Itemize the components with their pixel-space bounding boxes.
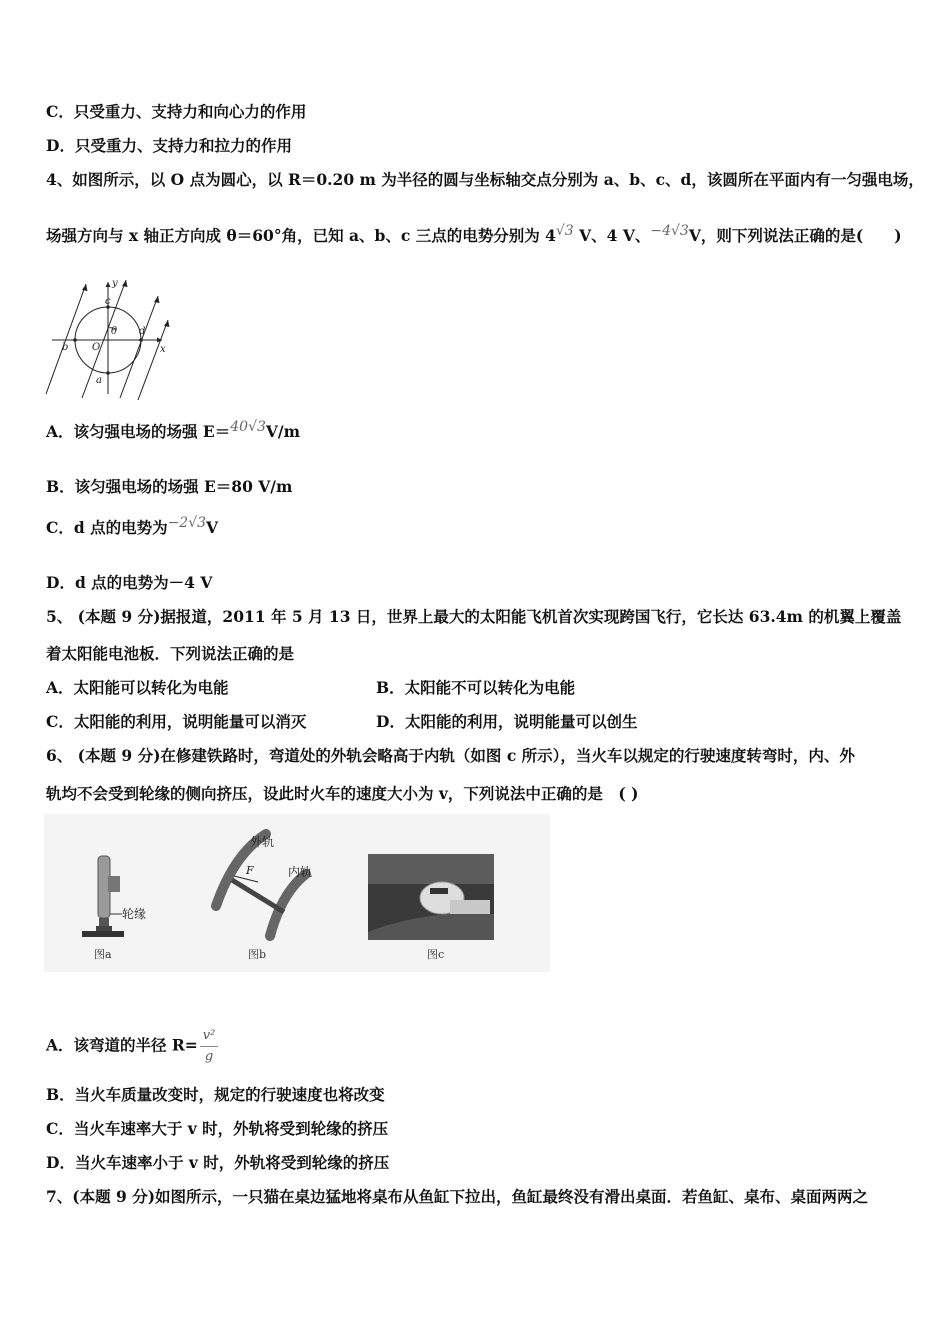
q4-stem-line2 (46, 223, 902, 247)
rail-base (82, 931, 124, 937)
q6-option-c: C．当火车速率大于 v 时，外轨将受到轮缘的挤压 (46, 1119, 389, 1138)
train-body (450, 900, 490, 914)
point-b (73, 338, 77, 342)
q4-field-diagram (44, 276, 174, 400)
caption-a: 图a (94, 948, 112, 961)
q5-stem-line1: 5、 (本题 9 分)据报道，2011 年 5 月 13 日，世界上最大的太阳能飞机首次实现跨国飞行，它长达 63.4m 的机翼上覆盖 (46, 607, 902, 626)
fraction-denominator: g (204, 1049, 214, 1064)
label-b: b (62, 342, 69, 353)
q4-option-c-text: C．d 点的电势为 (46, 518, 168, 537)
q4-option-c-unit: V (206, 518, 219, 537)
q4-option-a-text: A．该匀强电场的场强 E＝ (46, 422, 231, 441)
photo-sky (368, 854, 494, 884)
q3-option-d: D．只受重力、支持力和拉力的作用 (46, 136, 292, 155)
rail-head (99, 918, 109, 926)
field-arrow-icon (122, 280, 128, 287)
q5-option-d: D．太阳能的利用，说明能量可以创生 (376, 712, 638, 731)
field-line (120, 296, 158, 398)
label-origin: O (92, 342, 101, 353)
label-inner-rail: 内轨 (288, 865, 313, 879)
fraction-numerator: v² (200, 1026, 219, 1047)
q4-option-c-math: −2√3 (167, 515, 207, 531)
label-outer-rail: 外轨 (250, 835, 275, 849)
axle (108, 876, 120, 892)
q4-stem-line2-c: V，则下列说法正确的是( ) (688, 226, 902, 245)
field-arrow-icon (164, 320, 170, 327)
q3-option-c: C．只受重力、支持力和向心力的作用 (46, 102, 307, 121)
q6-option-a-text: A．该弯道的半径 R= (46, 1035, 198, 1055)
caption-c: 图c (427, 948, 445, 961)
y-label: y (112, 278, 118, 289)
q6-rail-figure (44, 814, 550, 972)
fraction-v2-over-g (200, 1026, 219, 1067)
q4-stem-line2-a: 场强方向与 x 轴正方向成 θ＝60°角，已知 a、b、c 三点的电势分别为 4 (46, 226, 556, 245)
field-line (46, 284, 86, 394)
caption-b: 图b (248, 948, 267, 961)
point-a (106, 371, 110, 375)
q4-option-d: D．d 点的电势为－4 V (46, 573, 213, 592)
point-d (139, 338, 143, 342)
field-arrow-icon (154, 296, 160, 303)
q5-option-c: C．太阳能的利用，说明能量可以消灭 (46, 712, 307, 731)
q4-option-a (46, 419, 300, 443)
label-d: d (139, 326, 146, 337)
x-label: x (160, 344, 166, 355)
q4-stem-line2-b: V、4 V、 (573, 226, 651, 245)
q4-option-a-unit: V/m (265, 422, 300, 441)
q6-option-b: B．当火车质量改变时，规定的行驶速度也将改变 (46, 1085, 385, 1104)
q4-potential-c: −4√3 (650, 223, 689, 239)
q4-stem-line1: 4、如图所示，以 O 点为圆心，以 R＝0.20 m 为半径的圆与坐标轴交点分别为 a、b、c、d，该圆所在平面内有一匀强电场， (46, 170, 924, 189)
q6-option-a (46, 1026, 218, 1067)
label-rim: 轮缘 (122, 907, 147, 921)
q4-option-c (46, 515, 219, 539)
rail-web (96, 926, 112, 931)
train-window (430, 888, 448, 894)
label-F: F (246, 864, 254, 877)
y-axis-arrow-icon (106, 282, 111, 287)
q7-stem-line1: 7、(本题 9 分)如图所示，一只猫在桌边猛地将桌布从鱼缸下拉出，鱼缸最终没有滑出桌面．若鱼缸、桌布、桌面两两之 (46, 1187, 869, 1206)
field-arrow-icon (82, 284, 88, 291)
label-a: a (96, 375, 102, 386)
q6-stem-line1: 6、 (本题 9 分)在修建铁路时，弯道处的外轨会略高于内轨（如图 c 所示），当火车以规定的行驶速度转弯时，内、外 (46, 746, 855, 765)
q4-option-b: B．该匀强电场的场强 E＝80 V/m (46, 477, 293, 496)
q6-option-d: D．当火车速率小于 v 时，外轨将受到轮缘的挤压 (46, 1153, 390, 1172)
q4-potential-a: √3 (555, 223, 574, 239)
label-theta: θ (111, 326, 118, 337)
label-c: c (105, 296, 111, 307)
q6-stem-line2: 轨均不会受到轮缘的侧向挤压，设此时火车的速度大小为 v，下列说法中正确的是 ( ) (46, 784, 639, 803)
field-line (82, 280, 126, 398)
q5-option-b: B．太阳能不可以转化为电能 (376, 678, 576, 697)
q5-option-a: A．太阳能可以转化为电能 (46, 678, 229, 697)
q5-stem-line2: 着太阳能电池板．下列说法正确的是 (46, 644, 295, 663)
q4-option-a-math: 40√3 (230, 419, 266, 435)
